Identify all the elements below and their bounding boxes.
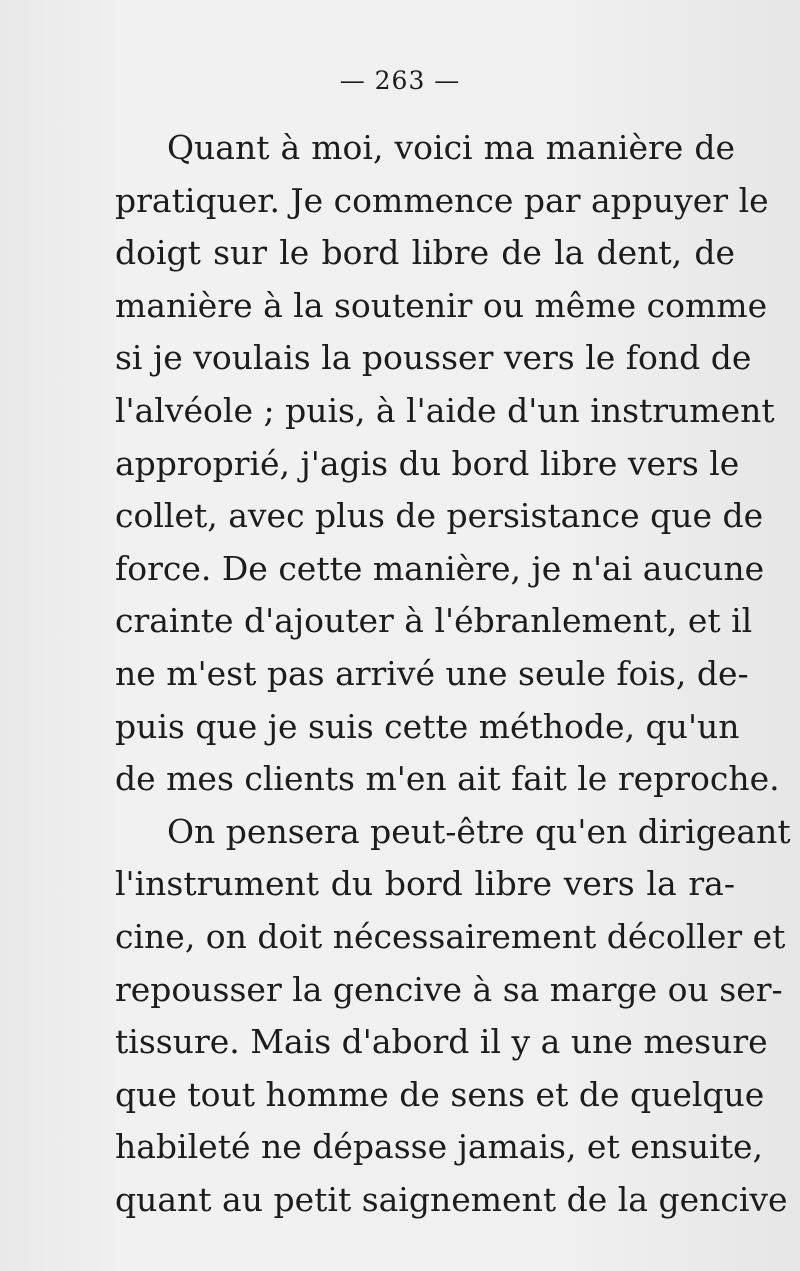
text-line: pratiquer. Je commence par appuyer le [115,180,769,220]
text-line: crainte d'ajouter à l'ébranlement, et il [115,601,753,641]
text-line: doigt sur le bord libre de la dent, de [115,233,735,273]
text-line: ne m'est pas arrivé une seule fois, de- [115,653,749,693]
text-line: quant au petit saignement de la gencive [115,1179,788,1219]
text-line: force. De cette manière, je n'ai aucune [115,548,765,588]
text-line: approprié, j'agis du bord libre vers le [115,443,740,483]
text-line: manière à la soutenir ou même comme [115,285,768,325]
text-line: On pensera peut-être qu'en dirigeant [167,811,791,851]
text-line: puis que je suis cette méthode, qu'un [115,706,740,746]
text-line: cine, on doit nécessairement décoller et [115,916,786,956]
text-line: Quant à moi, voici ma manière de [167,128,735,167]
text-line: l'alvéole ; puis, à l'aide d'un instrument [115,390,775,430]
text-line: collet, avec plus de persistance que de [115,496,764,536]
text-line: l'instrument du bord libre vers la ra- [115,864,735,904]
page-number: — 263 — [339,66,461,95]
text-line: habileté ne dépasse jamais, et ensuite, [115,1127,764,1167]
body-text [115,122,791,1226]
text-line: repousser la gencive à sa marge ou ser- [115,969,783,1009]
text-line: que tout homme de sens et de quelque [115,1074,765,1114]
text-line: si je voulais la pousser vers le fond de [115,338,752,378]
text-line: tissure. Mais d'abord il y a une mesure [115,1022,768,1062]
text-line: de mes clients m'en ait fait le reproche. [115,759,780,799]
